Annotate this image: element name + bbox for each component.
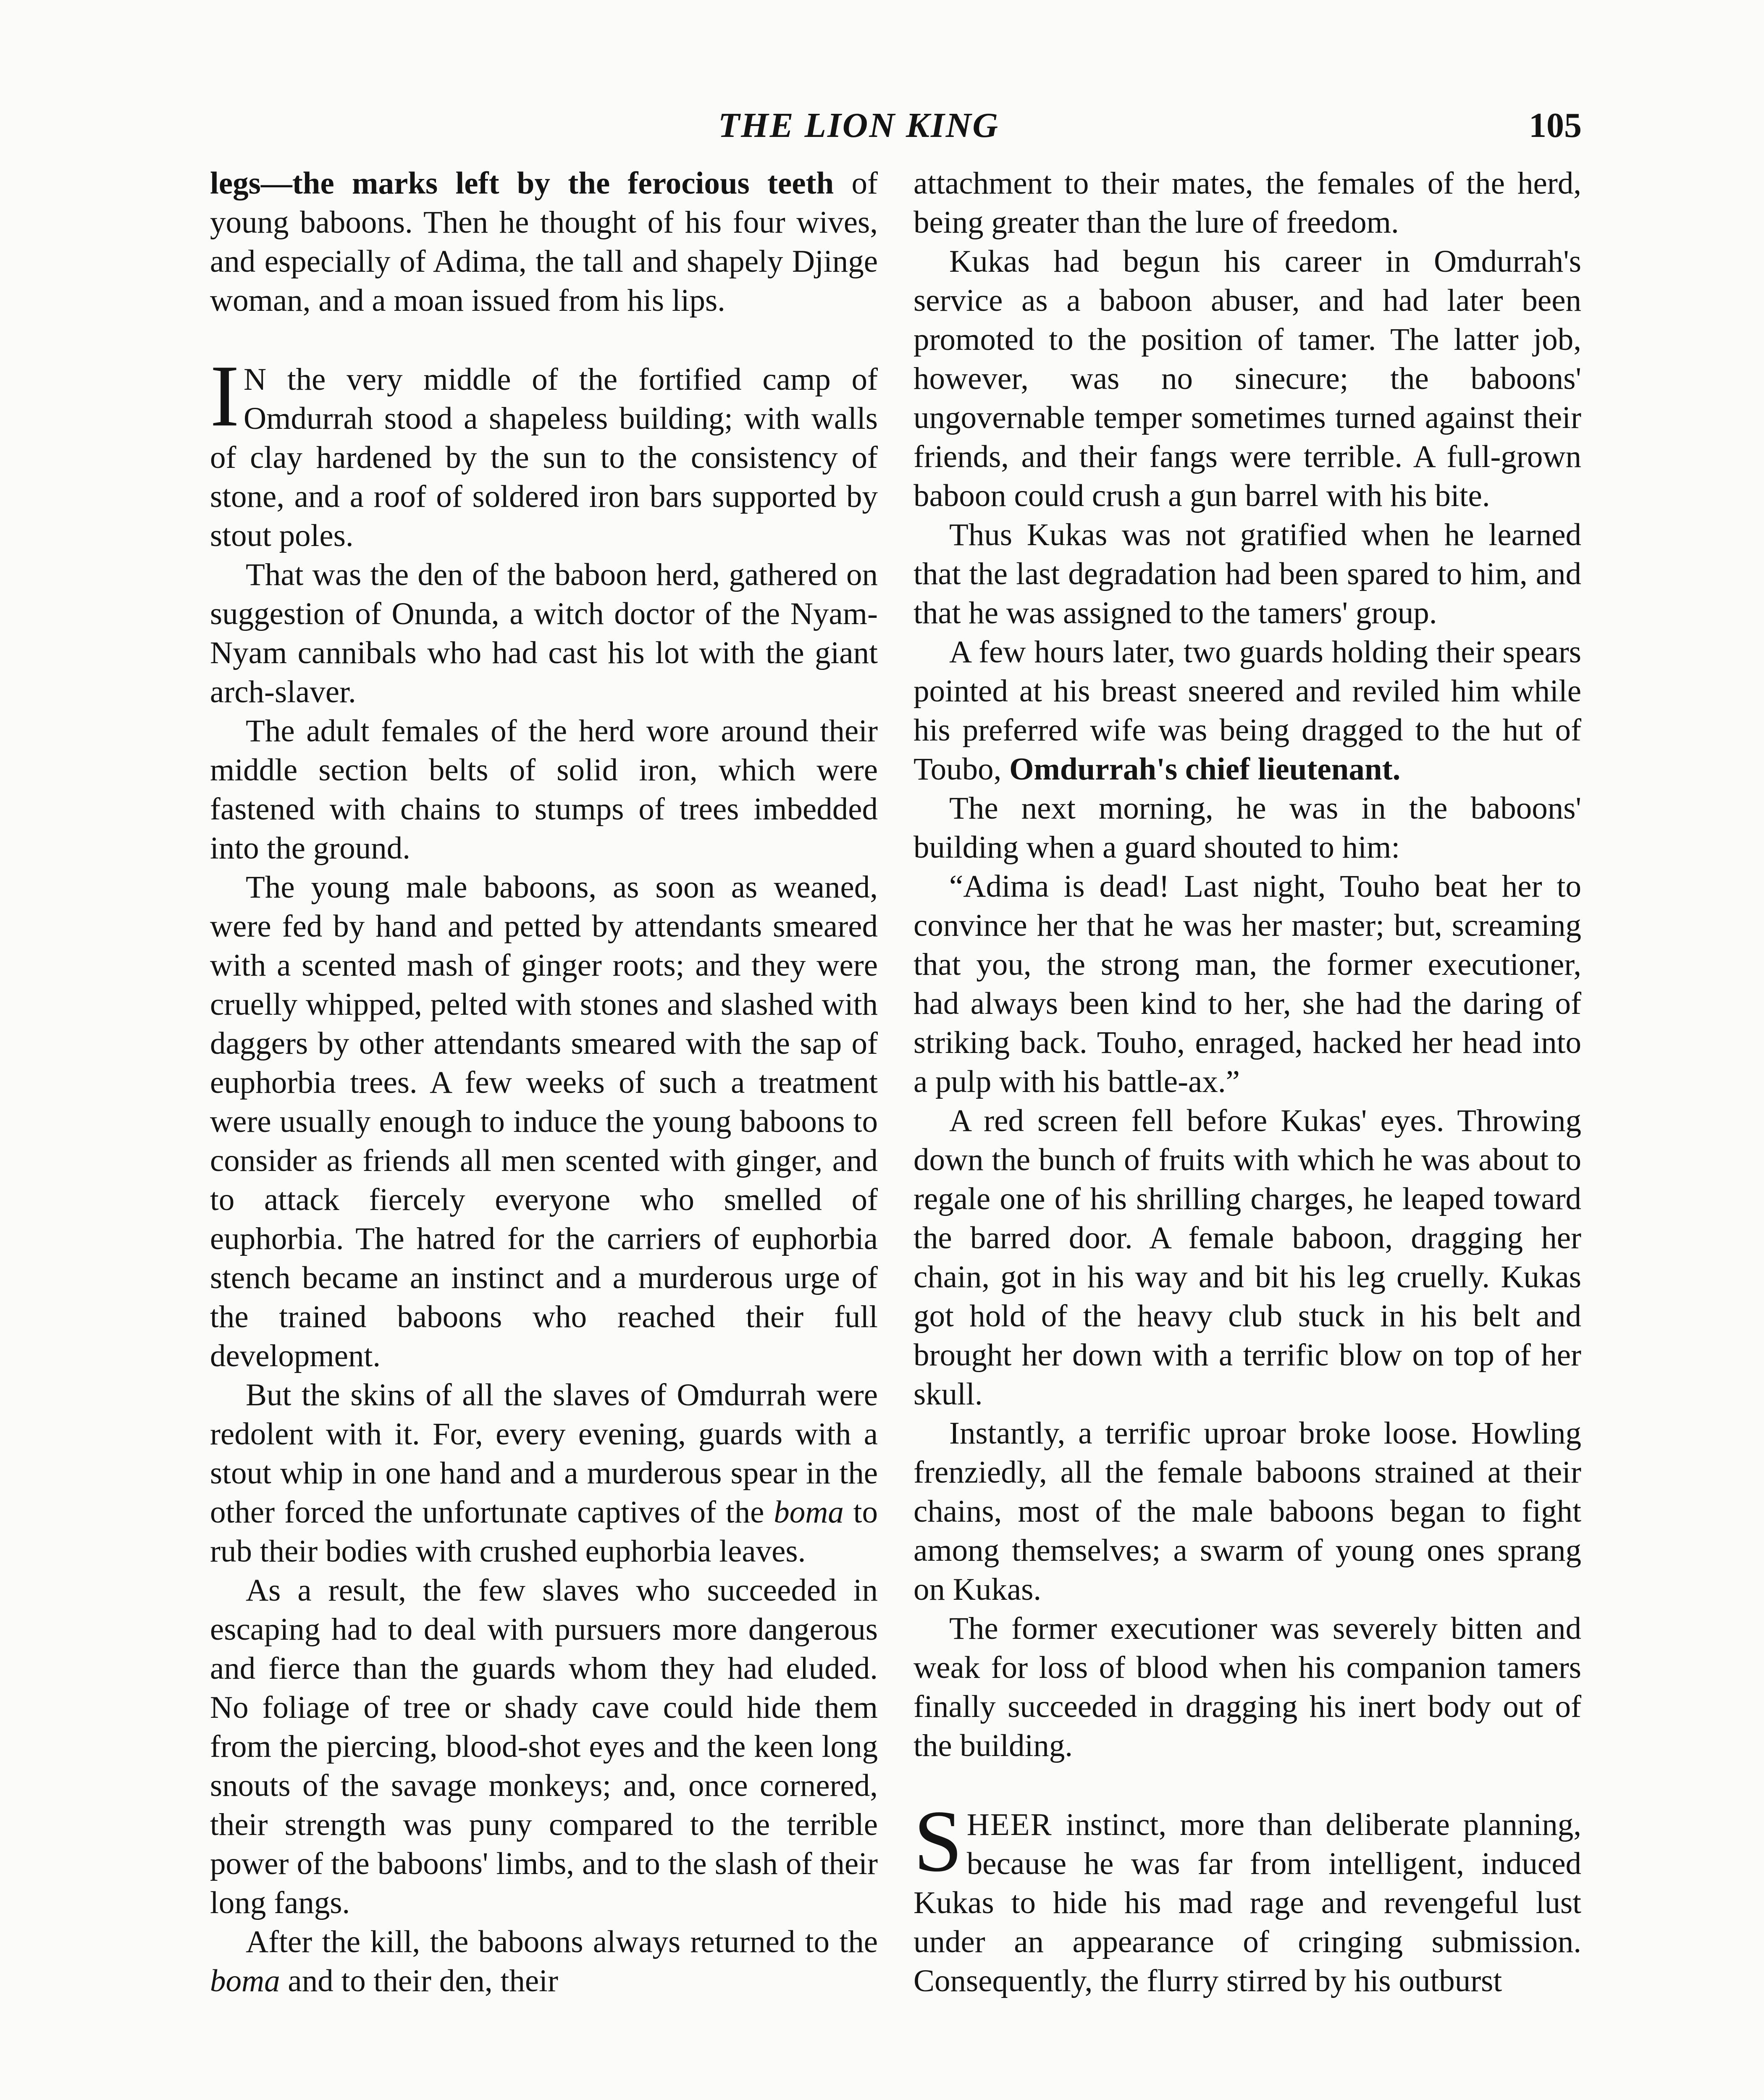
paragraph-italic: boma [210, 1964, 280, 1998]
running-header [0, 105, 1764, 155]
paragraph-bold-lead: legs—the marks left by the ferocious teeth [210, 166, 834, 201]
paragraph: Instantly, a terrific uproar broke loose. Howling frenziedly, all the female baboons strained at their chains, most of the male baboons began to fight among themselves; a swarm of young ones sprang on Kukas. [914, 1416, 1581, 1607]
paragraph: A red screen fell before Kukas' eyes. Throwing down the bunch of fruits with which he was about to regale one of his shrilling charges, he leaped toward the barred door. A female baboon, dragging her chain, got in his way and bit his leg cruelly. Kukas got hold of the heavy club stuck in his belt and brought her down with a terrific blow on top of her skull. [914, 1103, 1581, 1412]
paragraph-text: A few hours later, two guards holding their spears pointed at his breast sneered and reviled him while his preferred wife was being dragged to the hut of Toubo, [914, 635, 1581, 787]
lead-word: HEER [966, 1807, 1053, 1842]
paragraph [914, 633, 1581, 789]
paragraph: Kukas had begun his career in Omdurrah's service as a baboon abuser, and had later been promoted to the position of tamer. The latter job, however, was no sinecure; the baboons' ungovernable temper sometimes turned against their friends, and their fangs were terrible. A full-grown baboon could crush a gun barrel with his bite. [914, 244, 1581, 513]
paragraph: As a result, the few slaves who succeeded in escaping had to deal with pursuers more dangerous and fierce than the guards whom they had eluded. No foliage of tree or shady cave could hide them from the piercing, blood-shot eyes and the keen long snouts of the savage monkeys; and, once cornered, their strength was puny compared to the terrible power of the baboons' limbs, and to the slash of their long fangs. [210, 1573, 878, 1920]
left-column [210, 164, 878, 2000]
paragraph [914, 1793, 1581, 2000]
paragraph [210, 347, 878, 555]
paragraph: attachment to their mates, the females of the herd, being greater than the lure of freedom. [914, 166, 1581, 240]
paragraph-italic: boma [774, 1495, 844, 1530]
paragraph-text: and to their den, their [280, 1964, 558, 1998]
paragraph-text: instinct, more than deliberate planning, because he was far from intelligent, induced Kukas to hide his mad rage and revengeful lust under an appearance of cringing submission. Consequently, the flurry stirred by his outburst [914, 1807, 1581, 1998]
drop-cap: S [914, 1793, 963, 1890]
paragraph: The adult females of the herd wore around their middle section belts of solid iron, which were fastened with chains to stumps of trees imbedded into the ground. [210, 714, 878, 866]
paragraph [210, 1922, 878, 2000]
paragraph [210, 164, 878, 320]
paragraph-text: But the skins of all the slaves of Omdurrah were redolent with it. For, every evening, guards with a stout whip in one hand and a murderous spear in the other forced the unfortunate captives of the [210, 1378, 878, 1530]
drop-cap: I [210, 347, 239, 445]
paragraph: That was the den of the baboon herd, gathered on suggestion of Onunda, a witch doctor of the Nyam-Nyam cannibals who had cast his lot with the giant arch-slaver. [210, 557, 878, 709]
paragraph: Thus Kukas was not gratified when he learned that the last degradation had been spared to him, and that he was assigned to the tamers' group. [914, 517, 1581, 630]
paragraph-text: N the very middle of the fortified camp of Omdurrah stood a shapeless building; with walls of clay hardened by the sun to the consistency of stone, and a roof of soldered iron bars supported by stout poles. [210, 362, 878, 553]
paragraph-text: to rub their bodies with crushed euphorbia leaves. [210, 1495, 878, 1569]
paragraph-text: After the kill, the baboons always returned to the [246, 1924, 878, 1959]
paragraph [210, 1376, 878, 1571]
right-column [914, 164, 1581, 2000]
section-break [210, 320, 878, 360]
paragraph-bold: Omdurrah's chief lieutenant. [1009, 752, 1401, 787]
paragraph: The former executioner was severely bitten and weak for loss of blood when his companion tamers finally succeeded in dragging his inert body out of the building. [914, 1611, 1581, 1763]
paragraph-text: of young baboons. Then he thought of his four wives, and especially of Adima, the tall and shapely Djinge woman, and a moan issued from his lips. [210, 166, 878, 318]
paragraph: The next morning, he was in the baboons' building when a guard shouted to him: [914, 791, 1581, 865]
paragraph: “Adima is dead! Last night, Touho beat her to convince her that he was her master; but, screaming that you, the strong man, the former executioner, had always been kind to her, she had the daring of striking back. Touho, enraged, hacked her head into a pulp with his battle-ax.” [914, 869, 1581, 1099]
section-break [914, 1765, 1581, 1805]
running-title: THE LION KING [718, 106, 1000, 145]
paragraph: The young male baboons, as soon as weaned, were fed by hand and petted by attendants smeared with a scented mash of ginger roots; and they were cruelly whipped, pelted with stones and slashed with daggers by other attendants smeared with the sap of euphorbia trees. A few weeks of such a treatment were usually enough to induce the young baboons to consider as friends all men scented with ginger, and to attack fiercely everyone who smelled of euphorbia. The hatred for the carriers of euphorbia stench became an instinct and a murderous urge of the trained baboons who reached their full development. [210, 870, 878, 1373]
page-number: 105 [1529, 106, 1582, 145]
